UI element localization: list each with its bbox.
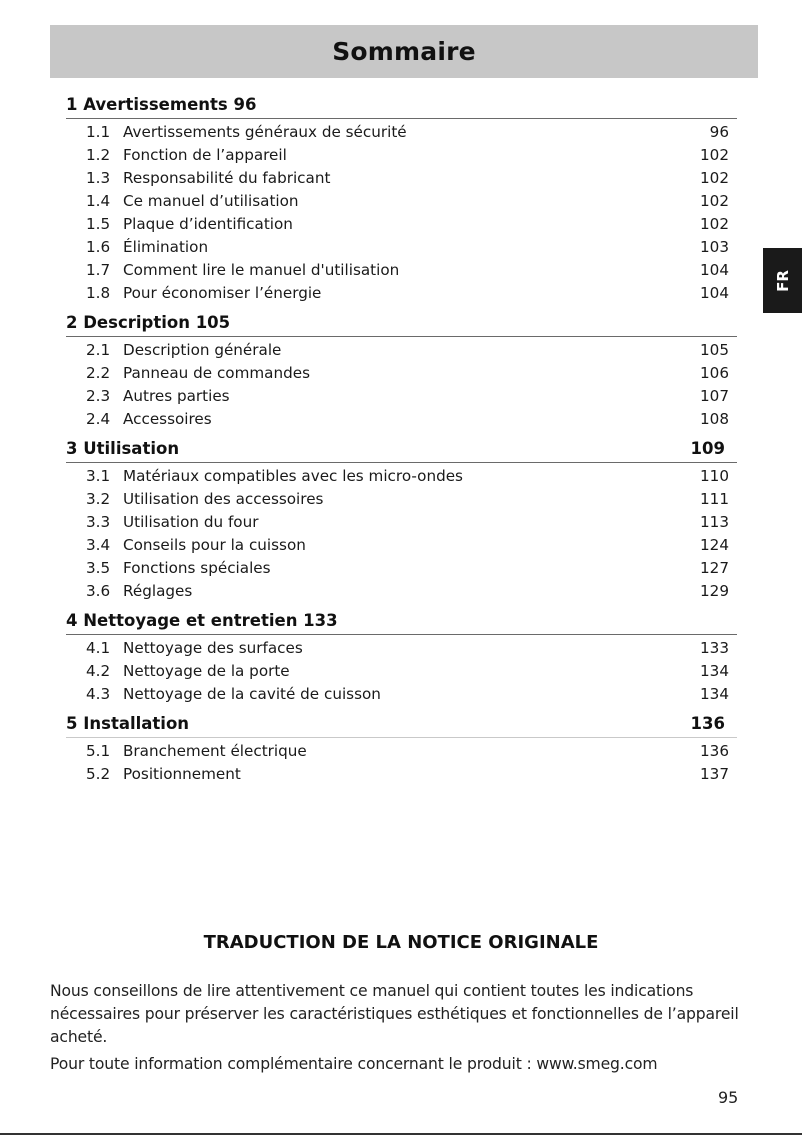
toc-section <box>66 308 737 434</box>
toc-entry-number: 2.4 <box>86 410 111 428</box>
toc-entry[interactable] <box>66 636 737 659</box>
toc-entry-number: 2.2 <box>86 364 111 382</box>
toc-entry-page: 96 <box>709 123 729 141</box>
toc-entry[interactable] <box>66 120 737 143</box>
toc-entry-page: 111 <box>700 490 729 508</box>
toc-entry-number: 3.6 <box>86 582 111 600</box>
toc-entry-label: Utilisation des accessoires <box>123 490 324 508</box>
toc-entry-page: 102 <box>700 215 729 233</box>
toc-entry[interactable] <box>66 533 737 556</box>
toc-section-title <box>66 95 256 114</box>
toc-entry-page: 110 <box>700 467 729 485</box>
toc-entry-page: 106 <box>700 364 729 382</box>
toc-entry-label: Branchement électrique <box>123 742 307 760</box>
toc-entry-label: Pour économiser l’énergie <box>123 284 322 302</box>
toc-entry-number: 1.1 <box>86 123 111 141</box>
title-bar <box>50 25 758 78</box>
toc-entry-number: 4.1 <box>86 639 111 657</box>
toc-entry-number: 2.3 <box>86 387 111 405</box>
toc-entry-page: 107 <box>700 387 729 405</box>
language-tab <box>763 248 802 313</box>
toc-section <box>66 434 737 606</box>
toc-entry[interactable] <box>66 338 737 361</box>
toc-entry-page: 103 <box>700 238 729 256</box>
toc-entry[interactable] <box>66 281 737 304</box>
toc-entry-number: 5.2 <box>86 765 111 783</box>
toc-entry-label: Autres parties <box>123 387 230 405</box>
toc-entry-page: 134 <box>700 685 729 703</box>
toc-entry-number: 3.3 <box>86 513 111 531</box>
toc-entry-number: 3.2 <box>86 490 111 508</box>
notice-title: TRADUCTION DE LA NOTICE ORIGINALE <box>203 932 599 953</box>
toc-entry[interactable] <box>66 579 737 602</box>
toc-section-title-text: Installation <box>83 714 190 733</box>
toc-entry-label: Réglages <box>123 582 193 600</box>
toc-section-heading[interactable] <box>66 308 737 337</box>
toc-entry-number: 3.1 <box>86 467 111 485</box>
toc-entry-label: Plaque d’identification <box>123 215 293 233</box>
toc-section-page: 109 <box>690 439 725 458</box>
toc-entry-label: Fonction de l’appareil <box>123 146 287 164</box>
toc-entry-label: Conseils pour la cuisson <box>123 536 306 554</box>
toc-section-heading[interactable] <box>66 709 737 738</box>
toc-entry[interactable] <box>66 556 737 579</box>
toc-entry-number: 1.3 <box>86 169 111 187</box>
toc-section-number: 4 <box>66 611 78 630</box>
toc-entry-number: 1.7 <box>86 261 111 279</box>
toc-entry-page: 113 <box>700 513 729 531</box>
table-of-contents <box>66 90 737 789</box>
toc-section-number: 2 <box>66 313 78 332</box>
toc-section-heading[interactable] <box>66 90 737 119</box>
toc-entry-number: 1.6 <box>86 238 111 256</box>
toc-entry-label: Fonctions spéciales <box>123 559 271 577</box>
toc-entry-number: 4.3 <box>86 685 111 703</box>
notice-body <box>50 980 756 1076</box>
toc-section-title-text: Avertissements 96 <box>83 95 257 114</box>
toc-entry-number: 1.2 <box>86 146 111 164</box>
toc-entry-label: Comment lire le manuel d'utilisation <box>123 261 400 279</box>
toc-section-title-text: Description 105 <box>83 313 231 332</box>
toc-section-number: 5 <box>66 714 78 733</box>
notice-paragraph: Nous conseillons de lire attentivement ce manuel qui contient toutes les indications nécessaires pour préserver les caractéristiques esthétiques et fonctionnelles de l’appareil acheté. <box>50 982 739 1046</box>
toc-entry[interactable] <box>66 384 737 407</box>
toc-entry-page: 134 <box>700 662 729 680</box>
toc-entry-number: 1.5 <box>86 215 111 233</box>
toc-entry[interactable] <box>66 464 737 487</box>
bottom-rule <box>0 1133 802 1135</box>
toc-entry-label: Matériaux compatibles avec les micro-ondes <box>123 467 463 485</box>
toc-section-title-text: Nettoyage et entretien 133 <box>83 611 338 630</box>
toc-section-number: 3 <box>66 439 78 458</box>
toc-entry[interactable] <box>66 143 737 166</box>
toc-section-number: 1 <box>66 95 78 114</box>
toc-section-page: 136 <box>690 714 725 733</box>
toc-entry-page: 102 <box>700 192 729 210</box>
toc-section-title <box>66 611 338 630</box>
toc-entry-number: 3.4 <box>86 536 111 554</box>
toc-entry-page: 105 <box>700 341 729 359</box>
toc-entry-number: 3.5 <box>86 559 111 577</box>
toc-entry-page: 129 <box>700 582 729 600</box>
toc-section <box>66 606 737 709</box>
toc-section-heading[interactable] <box>66 606 737 635</box>
toc-entry-label: Nettoyage de la porte <box>123 662 290 680</box>
toc-entry[interactable] <box>66 407 737 430</box>
toc-entry[interactable] <box>66 762 737 785</box>
toc-entry-page: 136 <box>700 742 729 760</box>
toc-entry-number: 1.4 <box>86 192 111 210</box>
toc-section <box>66 709 737 789</box>
toc-entry[interactable] <box>66 487 737 510</box>
toc-entry[interactable] <box>66 659 737 682</box>
toc-entry-label: Élimination <box>123 238 209 256</box>
toc-entry[interactable] <box>66 235 737 258</box>
toc-entry-number: 4.2 <box>86 662 111 680</box>
toc-entry-page: 127 <box>700 559 729 577</box>
toc-entry-label: Utilisation du four <box>123 513 259 531</box>
toc-entry-label: Nettoyage des surfaces <box>123 639 303 657</box>
page-title: Sommaire <box>332 37 476 66</box>
toc-entry-label: Ce manuel d’utilisation <box>123 192 299 210</box>
toc-entry[interactable] <box>66 682 737 705</box>
toc-entry-label: Panneau de commandes <box>123 364 311 382</box>
notice-paragraph: Pour toute information complémentaire concernant le produit : www.smeg.com <box>50 1055 658 1073</box>
toc-entry[interactable] <box>66 189 737 212</box>
toc-entry-label: Responsabilité du fabricant <box>123 169 331 187</box>
toc-entry-page: 124 <box>700 536 729 554</box>
toc-entry-page: 102 <box>700 169 729 187</box>
toc-entry[interactable] <box>66 739 737 762</box>
toc-section-title <box>66 714 189 733</box>
page-number: 95 <box>718 1088 739 1107</box>
toc-section-heading[interactable] <box>66 434 737 463</box>
toc-entry-page: 108 <box>700 410 729 428</box>
toc-section-title <box>66 439 179 458</box>
toc-entry-label: Positionnement <box>123 765 241 783</box>
toc-entry-page: 104 <box>700 261 729 279</box>
toc-section <box>66 90 737 308</box>
toc-entry[interactable] <box>66 166 737 189</box>
toc-entry[interactable] <box>66 510 737 533</box>
toc-entry[interactable] <box>66 212 737 235</box>
toc-entry-label: Description générale <box>123 341 282 359</box>
toc-entry-number: 1.8 <box>86 284 111 302</box>
toc-entry-page: 133 <box>700 639 729 657</box>
toc-entry-label: Nettoyage de la cavité de cuisson <box>123 685 381 703</box>
toc-entry-label: Accessoires <box>123 410 212 428</box>
toc-section-title <box>66 313 230 332</box>
toc-entry-page: 104 <box>700 284 729 302</box>
toc-entry-label: Avertissements généraux de sécurité <box>123 123 407 141</box>
toc-entry-number: 5.1 <box>86 742 111 760</box>
toc-entry-number: 2.1 <box>86 341 111 359</box>
toc-entry[interactable] <box>66 258 737 281</box>
toc-entry-page: 137 <box>700 765 729 783</box>
toc-entry-page: 102 <box>700 146 729 164</box>
toc-section-title-text: Utilisation <box>83 439 180 458</box>
toc-entry[interactable] <box>66 361 737 384</box>
language-tab-label: FR <box>773 269 792 292</box>
